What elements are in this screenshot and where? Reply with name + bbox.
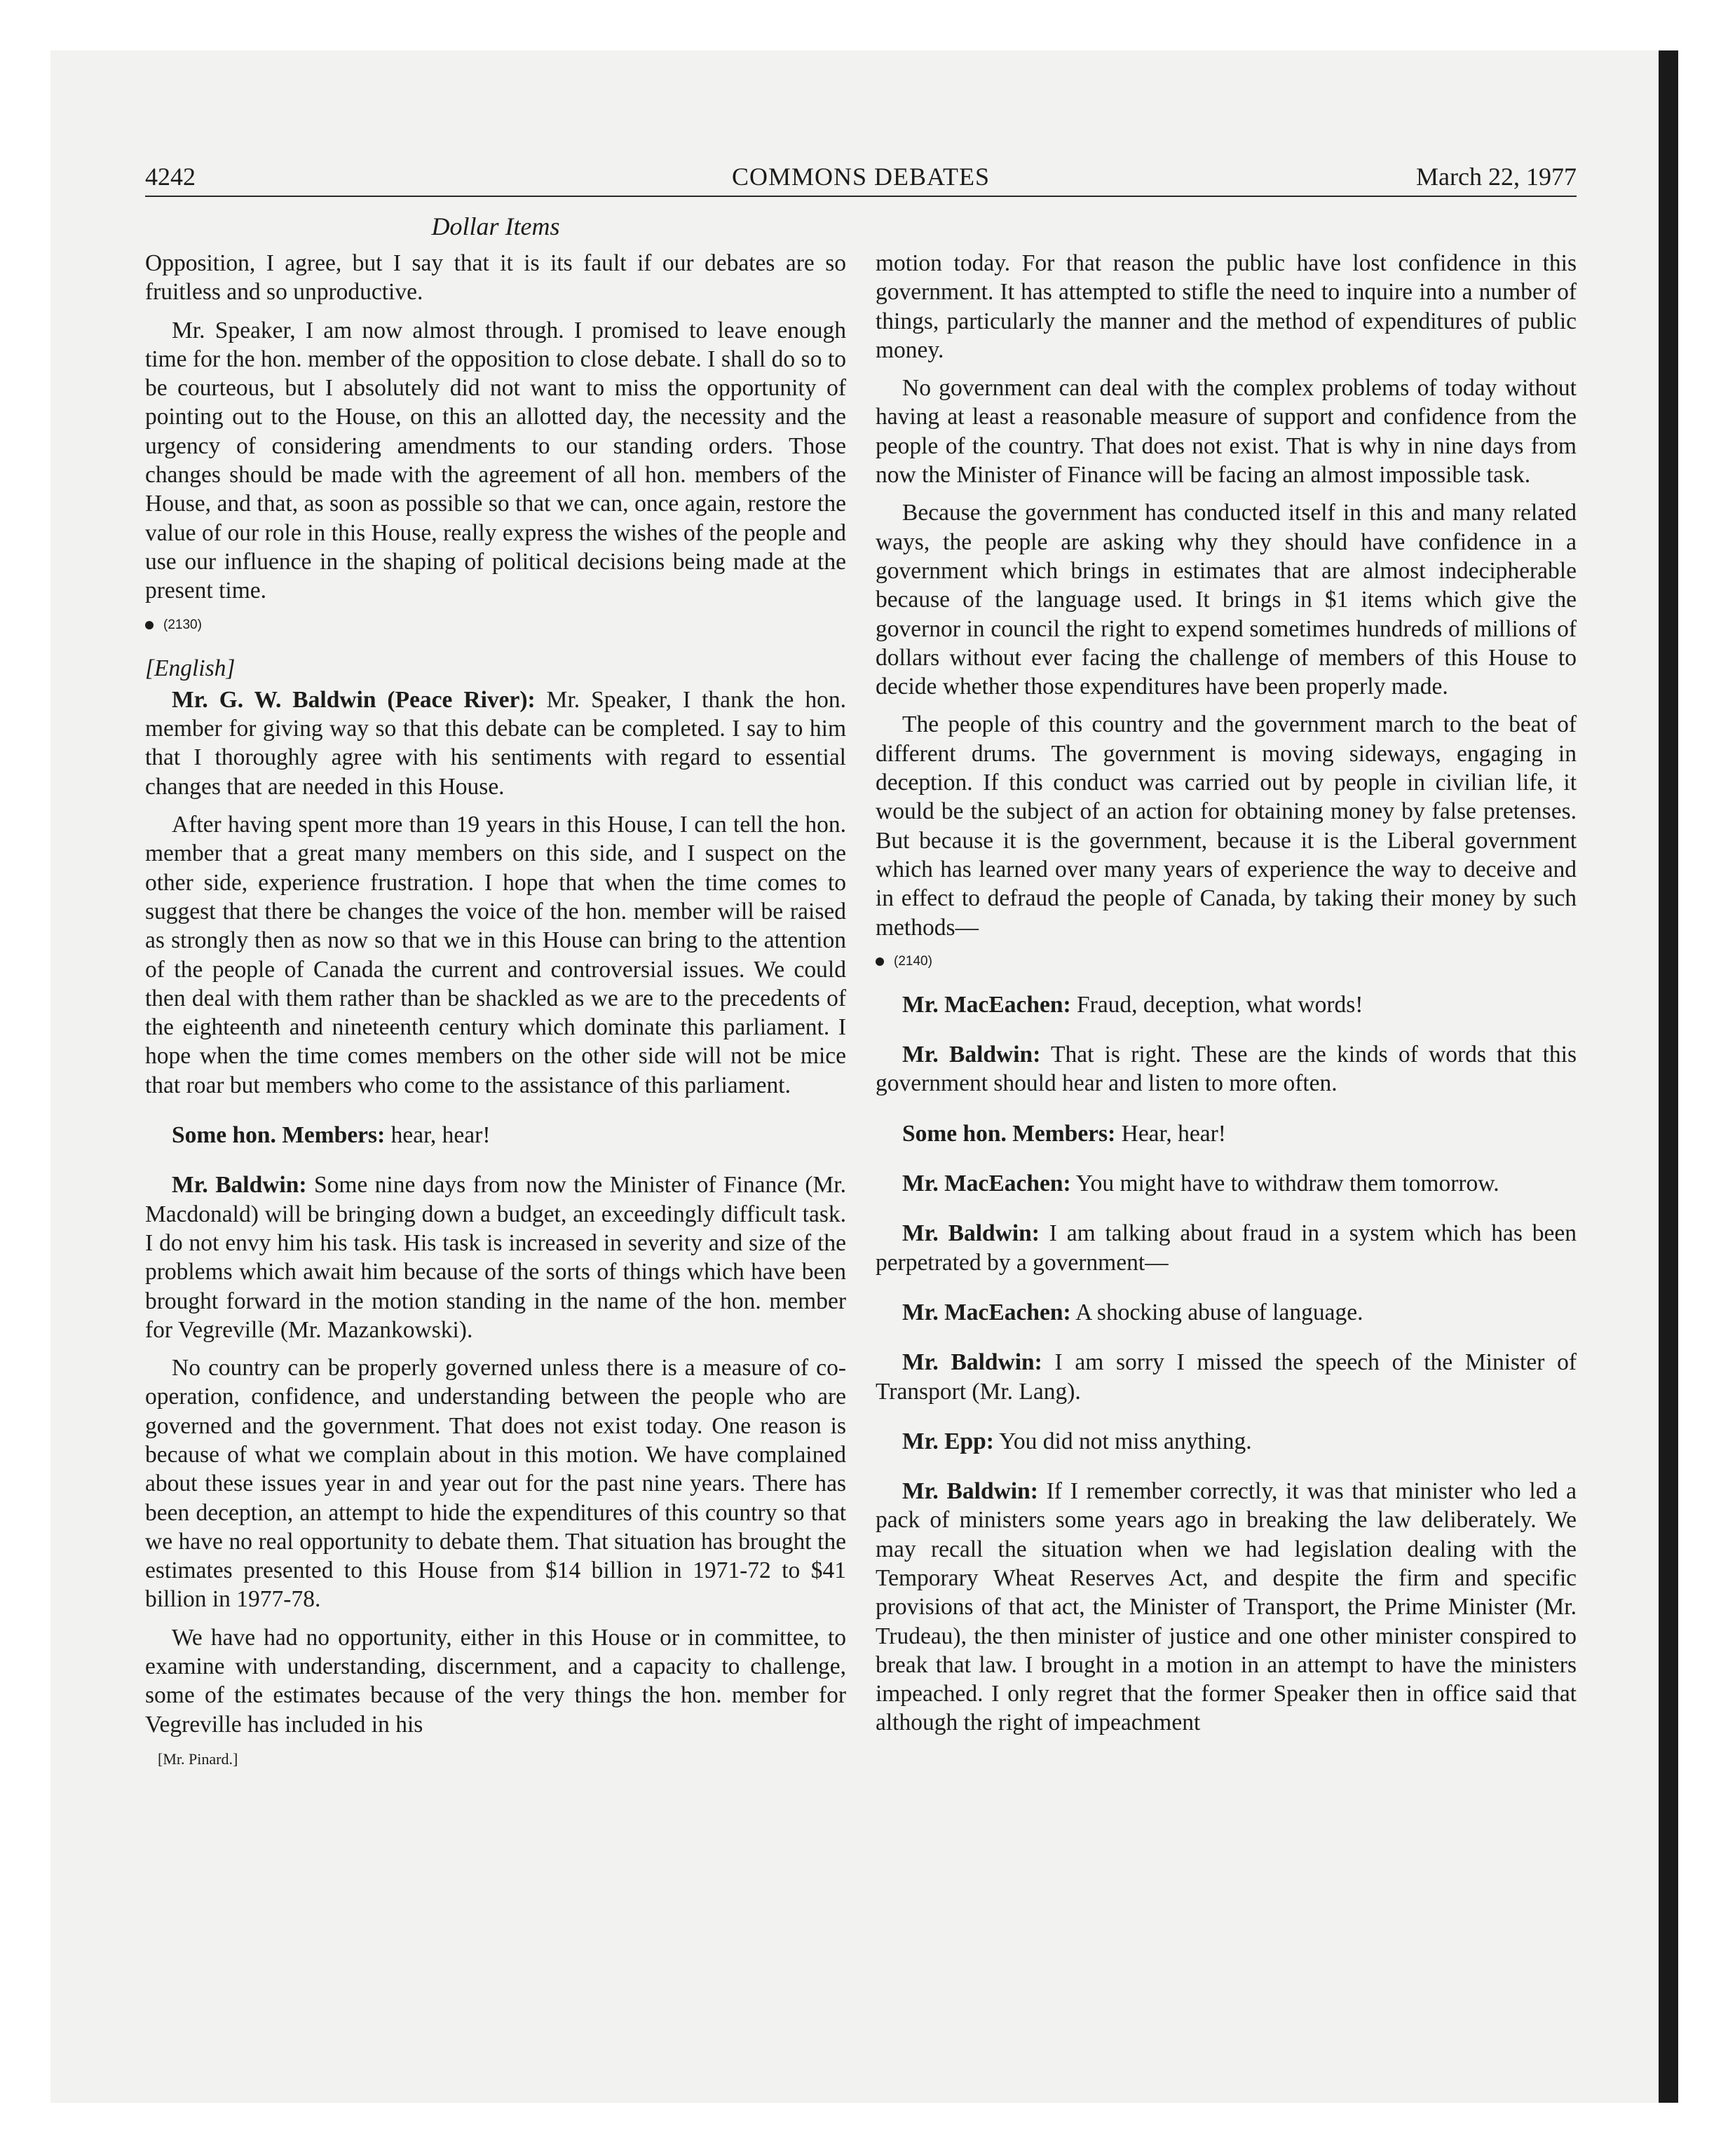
time-marker bbox=[876, 951, 1577, 972]
speech-text: You did not miss anything. bbox=[993, 1428, 1252, 1454]
publication-title: COMMONS DEBATES bbox=[731, 163, 991, 191]
header-rule bbox=[145, 196, 1577, 197]
speech-paragraph bbox=[876, 1348, 1577, 1406]
speech-paragraph bbox=[145, 685, 846, 801]
speech-text: Fraud, deception, what words! bbox=[1070, 991, 1363, 1018]
speech-paragraph bbox=[876, 1119, 1577, 1148]
speech-text: Hear, hear! bbox=[1115, 1120, 1226, 1147]
speaker-name: Mr. MacEachen: bbox=[902, 991, 1071, 1018]
time-marker bbox=[145, 615, 846, 636]
speech-paragraph bbox=[876, 1219, 1577, 1277]
speech-text: If I remember correctly, it was that minister who led a pack of ministers some years ago in breaking the law deliberately. We may recall the situation when we had legislation dealing with the Temporary Wheat Reserves Act, and despite the firm and specific provisions of that act, the Minister of Transport, the Prime Minister (Mr. Trudeau), the then minister of justice and one other minister conspired to break that law. I brought in a motion in an attempt to have the ministers impeached. I only regret that the former Speaker then in office said that although the right of impeachment bbox=[876, 1478, 1577, 1736]
speaker-name: Some hon. Members: bbox=[902, 1120, 1116, 1147]
language-label: [English] bbox=[145, 655, 236, 681]
paragraph: motion today. For that reason the public have lost confidence in this government. It has attempted to stifle the need to inquire into a number of things, particularly the manner and the method of expenditures of public money. bbox=[876, 250, 1577, 363]
speaker-name: Mr. Baldwin: bbox=[902, 1220, 1040, 1247]
speech-paragraph bbox=[876, 1040, 1577, 1098]
speech-paragraph bbox=[876, 1477, 1577, 1738]
speech-text: I am sorry I missed the speech of the Minister of Transport (Mr. Lang). bbox=[876, 1349, 1577, 1405]
page-date: March 22, 1977 bbox=[1416, 163, 1577, 191]
paragraph: Mr. Speaker, I am now almost through. I promised to leave enough time for the hon. member of the opposition to close debate. I shall do so to be courteous, but I absolutely did not want to miss the opportunity of pointing out to the House, on this an allotted day, the necessity and the urgency of considering amendments to our standing orders. Those changes should be made with the agreement of all hon. members of the House, and that, as soon as possible so that we can, once again, restore the value of our role in this House, really express the wishes of the people and use our influence in the shaping of political decisions being made at the present time. bbox=[145, 317, 846, 604]
bullet-icon bbox=[876, 957, 884, 966]
scan-edge-shadow bbox=[1659, 50, 1678, 2103]
page-header bbox=[145, 158, 1577, 195]
speech-text: That is right. These are the kinds of words that this government should hear and listen to more often. bbox=[876, 1042, 1577, 1097]
paragraph: After having spent more than 19 years in this House, I can tell the hon. member that a great many members on this side, and I suspect on the other side, experience frustration. I hope that when the time comes to suggest that there be changes the voice of the hon. member will be raised as strongly then as now so that we in this House can bring to the attention of the people of Canada the current and controversial issues. We could then deal with them rather than be shackled as we are to the precedents of the eighteenth and nineteenth century which dominate this parliament. I hope when the time comes members on the other side will not be mice that roar but members who come to the assistance of this parliament. bbox=[145, 812, 846, 1098]
speech-text: Mr. Speaker, I thank the hon. member for giving way so that this debate can be completed. I say to him that I thoroughly agree with his sentiments with regard to essential changes that are needed in this House. bbox=[145, 686, 847, 800]
speaker-name: Mr. MacEachen: bbox=[902, 1171, 1071, 1197]
speech-paragraph bbox=[145, 1121, 846, 1149]
speaker-name: Some hon. Members: bbox=[172, 1122, 386, 1149]
speaker-name: Mr. Epp: bbox=[902, 1428, 994, 1454]
speech-paragraph bbox=[876, 1427, 1577, 1456]
bullet-icon bbox=[145, 621, 154, 629]
paragraph: The people of this country and the government march to the beat of different drums. The government is moving sideways, engaging in deception. If this conduct was carried out by people in civilian life, it would be the subject of an action for obtaining money by false pretenses. But because it is the government, because it is the Liberal government which has learned over many years of experience the way to deceive and in effect to defraud the people of Canada, by taking their money by such methods— bbox=[876, 711, 1577, 941]
subject-heading: Dollar Items bbox=[431, 212, 560, 240]
time-marker-text: (2140) bbox=[894, 953, 932, 969]
paragraph: We have had no opportunity, either in this House or in committee, to examine with understanding, discernment, and a capacity to challenge, some of the estimates because of the very things the hon. member for Vegreville has included in his bbox=[145, 1624, 846, 1738]
speaker-name: Mr. Baldwin: bbox=[172, 1172, 307, 1199]
time-marker-text: (2130) bbox=[163, 617, 202, 632]
paragraph: Opposition, I agree, but I say that it is its fault if our debates are so fruitless and so unproductive. bbox=[145, 250, 846, 306]
speaker-footnote: [Mr. Pinard.] bbox=[158, 1749, 238, 1768]
paragraph: Because the government has conducted itself in this and many related ways, the people are asking why they should have confidence in a government which brings in estimates that are almost indecipherable because of the language used. It brings in $1 items which give the governor in council the right to expend sometimes hundreds of millions of dollars without ever facing the challenge of members of this House to decide whether those expenditures have been properly made. bbox=[876, 500, 1577, 700]
speech-text: hear, hear! bbox=[385, 1122, 491, 1149]
speech-text: A shocking abuse of language. bbox=[1070, 1299, 1363, 1325]
speaker-name: Mr. Baldwin: bbox=[902, 1349, 1042, 1376]
speaker-name: Mr. Baldwin: bbox=[902, 1478, 1038, 1505]
paragraph: No government can deal with the complex problems of today without having at least a reasonable measure of support and confidence from the people of the country. That does not exist. That is why in nine days from now the Minister of Finance will be facing an almost impossible task. bbox=[876, 375, 1577, 489]
speaker-name: Mr. Baldwin: bbox=[902, 1042, 1041, 1068]
speech-paragraph bbox=[145, 1171, 846, 1344]
speech-text: You might have to withdraw them tomorrow. bbox=[1070, 1171, 1499, 1197]
speech-paragraph bbox=[876, 990, 1577, 1019]
page-number: 4242 bbox=[145, 163, 196, 191]
paragraph: No country can be properly governed unless there is a measure of co-operation, confidence, and understanding between the people who are governed and the government. That does not exist today. One reason is because of what we complain about in this motion. We have complained about these issues year in and year out for the past nine years. There has been deception, an attempt to hide the expenditures of this country so that we have no real opportunity to debate them. That situation has brought the estimates presented to this House from $14 billion in 1971-72 to $41 billion in 1977-78. bbox=[145, 1355, 846, 1613]
speaker-name: Mr. MacEachen: bbox=[902, 1299, 1071, 1325]
speaker-name: Mr. G. W. Baldwin (Peace River): bbox=[172, 686, 536, 713]
right-column bbox=[876, 249, 1577, 1747]
left-column bbox=[145, 249, 846, 1770]
speech-paragraph bbox=[876, 1298, 1577, 1327]
speech-text: I am talking about fraud in a system which has been perpetrated by a government— bbox=[876, 1220, 1577, 1276]
speech-text: Some nine days from now the Minister of Finance (Mr. Macdonald) will be bringing down a budget, an exceedingly difficult task. I do not envy him his task. His task is increased in severity and size of the problems which await him because of the sorts of things which have been brought forward in the motion standing in the name of the hon. member for Vegreville (Mr. Mazankowski). bbox=[145, 1172, 846, 1343]
speech-paragraph bbox=[876, 1169, 1577, 1198]
